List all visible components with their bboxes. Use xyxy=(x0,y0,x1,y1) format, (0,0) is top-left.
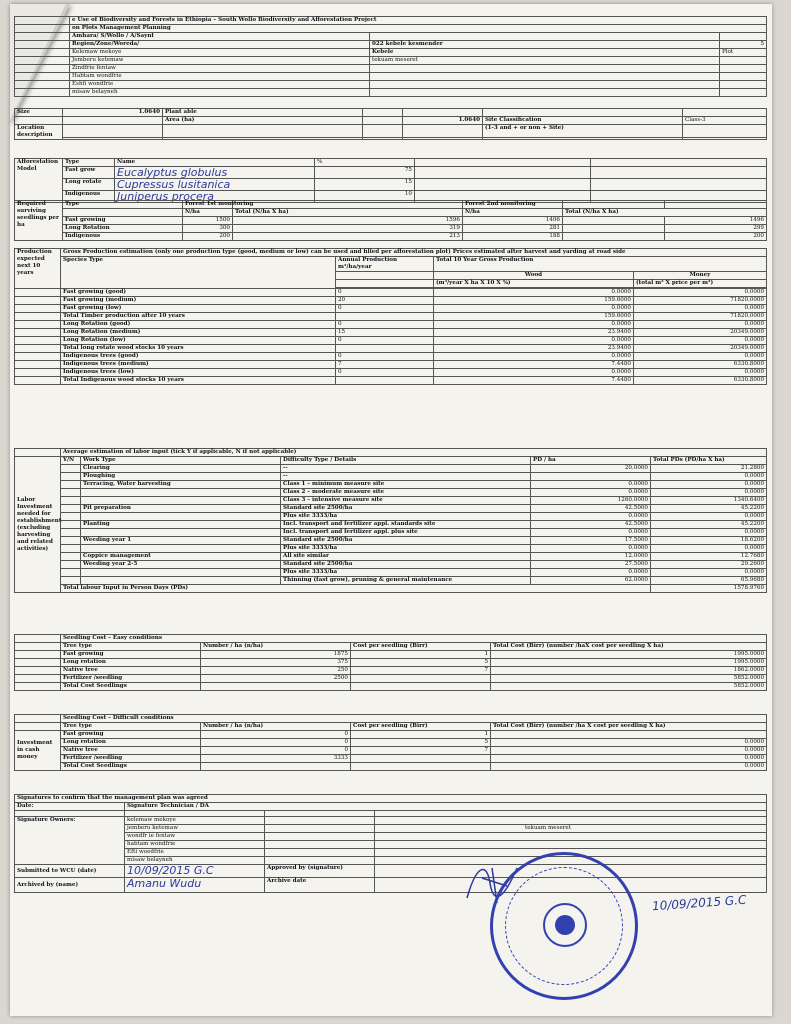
prod-row-annual xyxy=(336,377,434,385)
date-label: Date: xyxy=(15,803,125,811)
prod-row-label: Total Indigenous wood stocks 10 years xyxy=(61,377,336,385)
labor-work: Pit preparation xyxy=(81,505,281,513)
prod-row-money: 6330.8000 xyxy=(634,377,767,385)
seed-diff-cost xyxy=(351,755,491,763)
owner-2: Jemberu ketemaw xyxy=(70,57,370,65)
model-h-type: Type xyxy=(63,159,115,167)
signature-block xyxy=(14,794,766,893)
surviving-block xyxy=(14,200,766,241)
labor-pd: 1260.0000 xyxy=(531,497,651,505)
prod-row-label: Fast growing (medium) xyxy=(61,297,336,305)
labor-work: Coppice management xyxy=(81,553,281,561)
prod-h-annual: Annual Production m³/ha/year xyxy=(336,257,434,272)
official-seal-icon xyxy=(490,852,638,1000)
surv-h-first: Forest 1st monitoring xyxy=(183,201,233,209)
labor-work xyxy=(81,489,281,497)
kebele-value: 022 kebele kesmender xyxy=(370,41,720,49)
labor-total: 45.2200 xyxy=(651,521,767,529)
labor-detail: Plus site 3333/ha xyxy=(281,569,531,577)
prod-h-total: Total 10 Year Gross Production xyxy=(434,257,767,272)
owner-1: Kelemaw mekoye xyxy=(70,49,370,57)
labor-total: 1340.6400 xyxy=(651,497,767,505)
prod-row-label: Long Rotation (medium) xyxy=(61,329,336,337)
sig-owner: jemberu ketemaw xyxy=(125,825,265,833)
prod-row-annual: 0 xyxy=(336,353,434,361)
labor-work: Ploughing xyxy=(81,473,281,481)
seed-diff-num: 0 xyxy=(201,747,351,755)
prod-row-label: Indigenous trees (low) xyxy=(61,369,336,377)
kebele-label: Kebele xyxy=(370,49,720,57)
seed-easy-tree: Fast growing xyxy=(61,651,201,659)
header-subtitle: on Plots Management Planning xyxy=(70,25,767,33)
seedling-easy-block xyxy=(14,634,766,691)
seed-diff-num: 0 xyxy=(201,731,351,739)
labor-detail: Class 3 – intensive measure site xyxy=(281,497,531,505)
seed-diff-tree: Long rotation xyxy=(61,739,201,747)
owner-6: misaw belayneh xyxy=(70,89,370,97)
archive-date-value: 10/09/2015 G.C xyxy=(651,892,747,914)
labor-total: 0.0000 xyxy=(651,529,767,537)
owner-right: tekuam meseret xyxy=(370,57,720,65)
seed-easy-num: 2500 xyxy=(201,675,351,683)
seed-easy-tree: Fertilizer /seedling xyxy=(61,675,201,683)
labor-pd: 0.0000 xyxy=(531,529,651,537)
surv-h-total: Total (N/ha X ha) xyxy=(233,209,463,217)
labor-pd: 62.0000 xyxy=(531,577,651,585)
surv-t3-2: 299 xyxy=(665,225,767,233)
seed-diff-cost: 1 xyxy=(351,731,491,739)
prod-row-wood: 0.0000 xyxy=(434,321,634,329)
labor-detail: Thinning (fast grow), pruning & general maintenance xyxy=(281,577,531,585)
sig-owner: misaw belayneh xyxy=(125,857,265,865)
labor-detail: Incl. transport and fertilizer appl. plus site xyxy=(281,529,531,537)
region-label: Region/Zone/Woreda/ xyxy=(70,41,370,49)
prod-row-money: 20349.0000 xyxy=(634,345,767,353)
prod-row-wood: 7.4480 xyxy=(434,377,634,385)
prod-h-money-unit: (total m³ X price per m³) xyxy=(634,280,767,288)
prod-row-wood: 7.4480 xyxy=(434,361,634,369)
sig-owner: habtam wondfrie xyxy=(125,841,265,849)
prod-h-wood: Wood xyxy=(434,272,634,280)
prod-row-label: Long Rotation (low) xyxy=(61,337,336,345)
seed-diff-tree: Native tree xyxy=(61,747,201,755)
prod-h-species: Species Type xyxy=(61,257,336,289)
surv-h-type: Type xyxy=(63,201,183,209)
labor-h-yn: Y/N xyxy=(61,457,81,465)
location-label: Location description xyxy=(15,125,63,140)
labor-detail: Class 2 – moderate measure site xyxy=(281,489,531,497)
seed-easy-total: 5852.0000 xyxy=(491,683,767,691)
prod-row-wood: 23.9400 xyxy=(434,329,634,337)
owners-label: Signature Owners: xyxy=(15,817,125,865)
area-label: Area (ha) xyxy=(163,117,363,125)
labor-total: 18.6200 xyxy=(651,537,767,545)
labor-pd: 0.0000 xyxy=(531,489,651,497)
prod-row-label: Total Timber production after 10 years xyxy=(61,313,336,321)
submitted-date: 10/09/2015 G.C xyxy=(125,865,265,878)
surv-n-1: 1500 xyxy=(183,217,233,225)
seed-easy-h-tree: Tree type xyxy=(61,643,201,651)
prod-row-money: 0.0000 xyxy=(634,353,767,361)
prod-row-label: Indigenous trees (good) xyxy=(61,353,336,361)
plantable-value: 1.0640 xyxy=(63,109,163,117)
seed-easy-total: 1862.0000 xyxy=(491,667,767,675)
surv-n2-2: 319 xyxy=(233,225,463,233)
labor-h-work: Work Type xyxy=(81,457,281,465)
labor-total-label: Total labour Input in Person Days (PDs) xyxy=(61,585,651,593)
prod-row-label: Long Rotation (good) xyxy=(61,321,336,329)
model-species-3: Juniperus procera xyxy=(115,191,315,203)
class-value: 1.0640 xyxy=(403,117,483,125)
prod-row-annual: 7 xyxy=(336,361,434,369)
prod-row-money: 71820.0000 xyxy=(634,313,767,321)
model-side-label: Afforestation Model xyxy=(15,159,63,203)
prod-row-wood: 23.9400 xyxy=(434,345,634,353)
seed-diff-num: 0 xyxy=(201,739,351,747)
labor-detail: Plus site 3333/ha xyxy=(281,545,531,553)
plot-value: 5 xyxy=(720,41,767,49)
labor-detail: All site similar xyxy=(281,553,531,561)
labor-work xyxy=(81,569,281,577)
prod-row-label: Fast growing (low) xyxy=(61,305,336,313)
seed-easy-h-num: Number / ha (n/ha) xyxy=(201,643,351,651)
labor-detail: Incl. transport and fertilizer appl. standards site xyxy=(281,521,531,529)
prod-row-money: 0.0000 xyxy=(634,321,767,329)
model-pct-1: 75 xyxy=(315,167,415,179)
seed-easy-total: 1995.0000 xyxy=(491,651,767,659)
seed-diff-total: 0.0000 xyxy=(491,755,767,763)
seed-diff-cost: 5 xyxy=(351,739,491,747)
seed-diff-tree: Fast growing xyxy=(61,731,201,739)
plot-label: Plot xyxy=(720,49,767,57)
seed-diff-total: 0.0000 xyxy=(491,739,767,747)
labor-h-total: Total PDs (PD/ha X ha) xyxy=(651,457,767,465)
model-block xyxy=(14,158,766,203)
labor-detail: -- xyxy=(281,465,531,473)
header-block xyxy=(14,16,766,97)
surv-t3-3: 200 xyxy=(665,233,767,241)
prod-row-wood: 0.0000 xyxy=(434,353,634,361)
sig-owner-right: tekuam meseret xyxy=(375,825,767,833)
labor-detail: Class 1 – minimum measure site xyxy=(281,481,531,489)
seed-diff-h-num: Number / ha (n/ha) xyxy=(201,723,351,731)
labor-work: Terracing, Water harvesting xyxy=(81,481,281,489)
labor-work: Weeding year 2-5 xyxy=(81,561,281,569)
labor-total: 29.2600 xyxy=(651,561,767,569)
labor-detail: Standard site 2500/ha xyxy=(281,561,531,569)
labor-total: 0.0000 xyxy=(651,569,767,577)
model-type-1: Fast grow xyxy=(63,167,115,179)
labor-note: Average estimation of labor input (tick Y if applicable, N if not applicable) xyxy=(61,449,767,457)
seed-easy-tree: Long rotation xyxy=(61,659,201,667)
seed-easy-num: 1875 xyxy=(201,651,351,659)
class-note: (1-3 and + or non + Site) xyxy=(483,125,683,138)
prod-row-annual xyxy=(336,345,434,353)
production-side-label: Production expected next 10 years xyxy=(15,249,61,289)
prod-row-label: Indigenous trees (medium) xyxy=(61,361,336,369)
prod-h-money: Money xyxy=(634,272,767,280)
surv-t2-1: 1406 xyxy=(463,217,563,225)
seed-diff-cost: 7 xyxy=(351,747,491,755)
labor-work: Weeding year 1 xyxy=(81,537,281,545)
seed-easy-h-cost: Cost per seedling (Birr) xyxy=(351,643,491,651)
seedling-diff-block xyxy=(14,714,766,771)
seed-diff-tree: Fertilizer /seedling xyxy=(61,755,201,763)
model-type-3: Indigenous xyxy=(63,191,115,203)
seed-diff-tree: Total Cost Seedlings xyxy=(61,763,201,771)
labor-total: 0.0000 xyxy=(651,481,767,489)
class-label: Site Classification xyxy=(483,117,683,125)
production-note: Gross Production estimation (only one production type (good, medium or low) can be used and filled per afforestation plot) Prices estimated after harvest and yarding at road side xyxy=(61,249,767,257)
site-block xyxy=(14,108,766,140)
labor-pd: 42.5000 xyxy=(531,521,651,529)
seed-easy-num: 250 xyxy=(201,667,351,675)
labor-pd: 0.0000 xyxy=(531,513,651,521)
seed-easy-title: Seedling Cost – Easy conditions xyxy=(61,635,767,643)
model-pct-3: 10 xyxy=(315,191,415,203)
prod-row-money: 0.0000 xyxy=(634,305,767,313)
labor-detail: -- xyxy=(281,473,531,481)
labor-pd xyxy=(531,473,651,481)
seed-diff-total: 0.0000 xyxy=(491,747,767,755)
labor-total: 0.0000 xyxy=(651,473,767,481)
seed-diff-num xyxy=(201,763,351,771)
submitted-label: Submitted to WCU (date) xyxy=(15,865,125,878)
approved-label: Approved by (signature) xyxy=(265,865,375,878)
surv-n-3: 200 xyxy=(183,233,233,241)
labor-total: 65.9680 xyxy=(651,577,767,585)
seed-easy-cost xyxy=(351,683,491,691)
production-block xyxy=(14,248,766,385)
surv-n2-3: 213 xyxy=(233,233,463,241)
labor-total: 21.2800 xyxy=(651,465,767,473)
labor-work xyxy=(81,513,281,521)
prod-row-label: Total long rotate wood stocks 10 years xyxy=(61,345,336,353)
model-species-1: Eucalyptus globulus xyxy=(115,167,315,179)
archive-date-label: Archive date xyxy=(265,878,375,893)
prod-row-annual: 0 xyxy=(336,337,434,345)
prod-row-money: 0.0000 xyxy=(634,337,767,345)
prod-row-wood: 159.6000 xyxy=(434,297,634,305)
surviving-side-label: Required surviving seedlings per ha xyxy=(15,201,63,241)
labor-work: Planting xyxy=(81,521,281,529)
size-label: Size xyxy=(15,109,63,117)
prod-row-money: 0.0000 xyxy=(634,369,767,377)
prod-row-wood: 0.0000 xyxy=(434,289,634,297)
seed-easy-total: 1995.0000 xyxy=(491,659,767,667)
labor-detail: Standard site 2500/ha xyxy=(281,537,531,545)
surv-type-3: Indigenous xyxy=(63,233,183,241)
labor-pd: 0.0000 xyxy=(531,545,651,553)
sig-owner: kelemaw mekoye xyxy=(125,817,265,825)
owner-4: Habtam wondfrie xyxy=(70,73,370,81)
seed-easy-cost: 7 xyxy=(351,667,491,675)
labor-pd: 20.0000 xyxy=(531,465,651,473)
seed-diff-title: Seedling Cost – Difficult conditions xyxy=(61,715,767,723)
seed-easy-h-total: Total Cost (Birr) (number /haX cost per seedling X ha) xyxy=(491,643,767,651)
model-h-name: Name xyxy=(115,159,315,167)
agree-label: Signatures to confirm that the management plan was agreed xyxy=(15,795,767,803)
prod-row-money: 0.0000 xyxy=(634,289,767,297)
prod-row-annual: 15 xyxy=(336,329,434,337)
prod-row-annual: 0 xyxy=(336,369,434,377)
seal-emblem-icon xyxy=(543,903,587,947)
labor-total: 12.7680 xyxy=(651,553,767,561)
labor-work xyxy=(81,529,281,537)
labor-pd: 0.0000 xyxy=(531,569,651,577)
prod-row-wood: 159.6000 xyxy=(434,313,634,321)
owner-5: Eshfi wondfrie xyxy=(70,81,370,89)
prod-row-money: 71820.0000 xyxy=(634,297,767,305)
prod-row-annual xyxy=(336,313,434,321)
seed-diff-total xyxy=(491,731,767,739)
labor-h-diff: Difficulty Type / Details xyxy=(281,457,531,465)
surv-h-nha2: N/ha xyxy=(463,209,563,217)
surv-type-2: Long Rotation xyxy=(63,225,183,233)
labor-detail: Plus site 3333/ha xyxy=(281,513,531,521)
sig-owner: Efti woedfrie xyxy=(125,849,265,857)
labor-pd: 27.5000 xyxy=(531,561,651,569)
labor-pd: 0.0000 xyxy=(531,481,651,489)
seed-diff-cost xyxy=(351,763,491,771)
prod-row-wood: 0.0000 xyxy=(434,369,634,377)
surv-type-1: Fast growing xyxy=(63,217,183,225)
prod-row-annual: 0 xyxy=(336,305,434,313)
seed-easy-num xyxy=(201,683,351,691)
prod-h-wood-unit: (m³/year X ha X 10 X %) xyxy=(434,280,634,288)
header-title: e Use of Biodiversity and Forests in Ethiopia – South Wollo Biodiversity and Afforestation Project xyxy=(70,17,767,25)
archived-label: Archived by (name) xyxy=(15,878,125,893)
seed-easy-cost: 1 xyxy=(351,651,491,659)
model-species-2: Cupressus lusitanica xyxy=(115,179,315,191)
labor-total-value: 1578.9760 xyxy=(651,585,767,593)
labor-total: 45.2200 xyxy=(651,505,767,513)
seed-diff-h-total: Total Cost (Birr) (number /ha X cost per seedling X ha) xyxy=(491,723,767,731)
prod-row-money: 20349.0000 xyxy=(634,329,767,337)
archived-name: Amanu Wudu xyxy=(125,878,265,893)
model-type-2: Long rotate xyxy=(63,179,115,191)
seed-easy-tree: Native tree xyxy=(61,667,201,675)
labor-total: 0.0000 xyxy=(651,489,767,497)
technician-label: Signature Technician / DA xyxy=(125,803,767,811)
seed-easy-total: 5852.0000 xyxy=(491,675,767,683)
surv-n2-1: 1596 xyxy=(233,217,463,225)
labor-pd: 17.5000 xyxy=(531,537,651,545)
labor-work: Clearing xyxy=(81,465,281,473)
seed-diff-h-tree: Tree type xyxy=(61,723,201,731)
labor-block xyxy=(14,448,766,593)
labor-total: 0.0000 xyxy=(651,545,767,553)
prod-row-annual: 0 xyxy=(336,289,434,297)
surv-h-second: Forest 2nd monitoring xyxy=(463,201,563,209)
prod-row-wood: 0.0000 xyxy=(434,305,634,313)
seed-diff-total: 0.0000 xyxy=(491,763,767,771)
surv-h-total2: Total (N/ha X ha) xyxy=(563,209,767,217)
prod-row-annual: 20 xyxy=(336,297,434,305)
sig-owner: wondfr ie fentaw xyxy=(125,833,265,841)
model-pct-2: 15 xyxy=(315,179,415,191)
labor-total: 0.0000 xyxy=(651,513,767,521)
labor-pd: 12.0000 xyxy=(531,553,651,561)
prod-row-money: 6330.8000 xyxy=(634,361,767,369)
surv-t3-1: 1496 xyxy=(665,217,767,225)
labor-work xyxy=(81,577,281,585)
seed-easy-tree: Total Cost Seedlings xyxy=(61,683,201,691)
owner-3: Zindfrie fentaw xyxy=(70,65,370,73)
surv-h-nha: N/ha xyxy=(183,209,233,217)
prod-row-wood: 0.0000 xyxy=(434,337,634,345)
labor-side-label: Labor Investment needed for establishment (excluding harvesting and related activities) xyxy=(15,457,61,593)
seed-easy-num: 375 xyxy=(201,659,351,667)
plantable-label: Plant able xyxy=(163,109,363,117)
labor-work xyxy=(81,545,281,553)
seed-diff-h-cost: Cost per seedling (Birr) xyxy=(351,723,491,731)
seed-diff-num: 3333 xyxy=(201,755,351,763)
surv-n-2: 300 xyxy=(183,225,233,233)
labor-pd: 42.5000 xyxy=(531,505,651,513)
seed-easy-cost xyxy=(351,675,491,683)
seed-easy-cost: 5 xyxy=(351,659,491,667)
prod-row-label: Fast growing (good) xyxy=(61,289,336,297)
surv-t2-2: 281 xyxy=(463,225,563,233)
investment-side-label: Investment in cash money xyxy=(15,731,61,771)
surv-t2-3: 188 xyxy=(463,233,563,241)
labor-detail: Standard site 2500/ha xyxy=(281,505,531,513)
prod-row-annual: 0 xyxy=(336,321,434,329)
model-h-pct: % xyxy=(315,159,415,167)
class-result: Class-3 xyxy=(683,117,767,125)
region-line: Amhara/ S/Wollo / A/Saynt xyxy=(70,33,370,41)
labor-h-pd: PD / ha xyxy=(531,457,651,465)
labor-work xyxy=(81,497,281,505)
